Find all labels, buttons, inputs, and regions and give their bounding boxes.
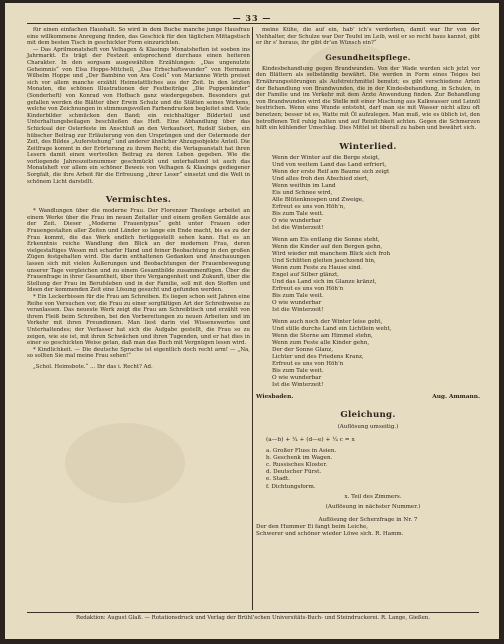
signature-name: Aug. Ammann. <box>432 393 480 400</box>
riddle-item: f. Dichtungsform. <box>266 483 316 490</box>
source-line: „Schol. Heimsbote.“ ... Ihr das i. Recht? Ad. <box>33 363 153 370</box>
poem-signature <box>256 394 480 401</box>
bottom-rule <box>27 612 479 613</box>
poem-line: Wenn zum Feste zu Hause sind. <box>272 264 363 271</box>
poem-line: Eis und Schnee wird, <box>272 189 333 196</box>
riddle-item: c. Russisches Kloster. <box>266 461 328 468</box>
solution-title: Auflösung der Scherzfrage in Nr. 7 <box>318 517 418 524</box>
article-paragraph: * Wandlungen über die moderne Frau. Der Florenzer Theologe arbeitet an einem Werke über die Frau im neuen Zeitalter und einem großen Gemälde aus der Zeit. Dieser „Moderne Frauentypus“ geht unter Frauen oder Frauengestalten aller Zeiten und Länder so lange ein Ende macht, bis es zu der Frau kommt, die das Werk endlich fertiggestellt sehen kann. Hat es an Erkenntnis reiche Wandlung den Blick an der modernen Frau, deren vielgestaltiges Wesen mit scharfer Hand und feiner Beobachtung in den großen Zügen festgehalten wird. Die darin enthaltenen Gedanken und Anschauungen lassen sich mit vielen Äußerungen und Beobachtungen der Frauenbewegung unserer Tage vergleichen und zu einem Gesamtbilde zusammenfügen. Über die Frauenfrage in ihrer Gesamtheit, über ihre Vergangenheit und Zukunft, über die Stellung der Frau im Berufsleben und in der Familie, soll mit den Stoffen und Ideen der kommenden Zeit eine Lösung gesucht und gefunden werden. <box>27 208 250 294</box>
poem-line: Und das Land sich im Glanze kränzt, <box>272 278 377 285</box>
poem-title: Winterlied. <box>339 141 397 152</box>
page-number: — 33 — <box>232 13 272 23</box>
poem-line: Wenn der erste Reif am Baume sich zeigt <box>272 168 390 175</box>
solution-line: Schwerer und schöner wieder Löwe sich. R. Hamm. <box>256 531 404 538</box>
poem-line: O wie wunderbar <box>272 217 322 224</box>
poem-stanza <box>272 319 480 389</box>
poem-line: Erfreut es uns von Höh’n <box>272 285 344 292</box>
poem-line: O wie wunderbar <box>272 374 322 381</box>
paper-stain <box>65 423 185 503</box>
poem-line: Ist die Winterzeit! <box>272 306 324 313</box>
column-divider <box>252 27 253 610</box>
poem <box>272 155 480 389</box>
imprint-footer: Redaktion: August Glaß. — Rotationsdruck und Verlag der Brühl’schen Universitäts-Buch- und Steindruckerei. R. Lange, Gießen. <box>76 615 430 621</box>
health-paragraph: Kindesbehandlung gegen Brandwunden. Von der Wade wurden sich jetzt vor den Blättern als selbständig bewährt. Die werden in Form eines Teiges bei Ernährungsstörungen als Aufstreichmittel benutzt; es gibt verschiedene Arten der Behandlung von Brandwunden, die in der Kindesbehandlung, in Schulen, in der Familie und im Verkehr mit dem Arzte Anwendung finden. Zur Behandlung von Brandwunden wird die Stelle mit einer Mischung aus Kalkwasser und Leinöl bestrichen. Wenn eine Wunde entsteht, darf man sie mit Wasser nicht allzu oft benetzen; besser ist es, Watte mit Öl aufzulegen. Man muß, wie es üblich ist, den betroffenen Teil ruhig halten und auf Reinlichkeit achten. Gegen die Schmerzen hilft ein kühlender Umschlag. Dies Mittel ist überall zu haben und bewährt sich. <box>256 65 480 132</box>
riddle-item: b. Geschenk im Wagen. <box>266 454 333 461</box>
article-paragraph: * Kindlichkeit. — Die deutsche Sprache ist eigentlich doch recht arm! — „Na, so sollten Sie mal meine Frau sehen!“ <box>27 346 250 360</box>
poem-line: Wenn auch noch der Winter leise geht, <box>272 318 383 325</box>
poem-line: Wenn zum Feste alle Kinder gehn, <box>272 339 370 346</box>
poem-line: Bis zum Tale weit. <box>272 210 324 217</box>
top-rule <box>27 23 479 24</box>
left-column <box>27 27 250 371</box>
intro-paragraph: — Das Aprilmonatsheft von Velhagen & Klasings Monatsheften ist soeben ins Jahrmarkt. Es trägt der Festzeit entsprechend durchaus einen heiteren Charakter. In den sorgsam ausgewählten Erzählungen: „Das ungenutzte Geheimnis“ von Elsa Hoppe-Mitchell, „Das Erbschaftswunder“ von Hermann Wilhelm Hoppe und „Der Bambino von Ara Coeli“ von Marianne Wirth preiset sich vor allem manche erzählt Heimstattliches aus der Zeit. In den letzten Monaten, die schönen Illustrationen der Festbeiträge „Die Puppenkinder“ (Sonderheft) von Konrad von Hofbach ganz wiedergegeben. Besonders gut gefallen werden die Blätter über Erwin Schulz und die Stätten seines Wirkens, welche von Zeichnungen in stimmungsvollen Farbendrucken begleitet sind. Viele Kinderbilder schmücken den Band; ein reichhaltiger Bilderteil und Unterhaltungsbeilagen beschließen das Heft. Eine Abhandlung über das Schicksal der Osterfeste im Anschluß an den Verkaufsort, Rudolf Sieben, ein hübscher Beitrag zur Erläuterung von den Ursprüngen und der Ostermode der Zeit, des Bildes „Auferstehung“ und anderer ähnlicher Abzugsobjekte Anteil. Die Zeitfrage kommt in der Erörterung zu ihrem Recht; die Verlagsanstalt hat ihren Lesern damit einen wertvollen Beitrag zu deren Leben gegeben. Wie die vorliegende Jahreszeitsnummer geschmückt und unterhaltend ist auch das Monatsheft vor allem ein schöner Beweis von Velhagen & Klasings gediegener Sorgfalt, die ihre Arbeit für die Erfreuung „ihrer Leser“ einsetzt und die Welt in schönem Licht darstellt. <box>27 46 250 185</box>
poem-line: Erfreut es uns von Höh’n <box>272 360 344 367</box>
poem-line: Alle Blütenknospen und Zweige, <box>272 196 364 203</box>
signature-place: Wiesbaden. <box>256 393 294 400</box>
solution <box>256 517 480 538</box>
riddle-formula: (a—b) + ¼ + (d—e) + ¼ c = x <box>266 437 355 444</box>
riddle <box>266 437 480 511</box>
section-heading-gesundheit: Gesundheitspflege. <box>325 52 411 62</box>
poem-line: Wenn der Winter auf die Berge steigt, <box>272 154 380 161</box>
poem-line: Der der Sonne Glanz, <box>272 346 334 353</box>
poem-line: Erfreut es uns von Höh’n, <box>272 203 346 210</box>
riddle-title: Gleichung. <box>340 410 396 421</box>
riddle-item: e. Stadt. <box>266 476 290 483</box>
poem-line: Wenn am Eis entlang die Sonne steht, <box>272 236 380 243</box>
solution-line: Der den Hummer Ei fangt beim Leiche, <box>256 524 369 531</box>
poem-line: Und von weitem Land das Land erfriert, <box>272 161 387 168</box>
riddle-item: d. Deutscher Fürst. <box>266 469 322 476</box>
continued-paragraph: meine Kühe, die auf ein, hab’ ich’s verdorben, damit war Ihr von der Viehhalter, der Schulze war Der Teufel im Leib, weil er so recht haus kannst, gibt er ihr s’ heraus, ihr gibt dr’an Wünsch ein?“ <box>256 27 480 47</box>
poem-line: Bis zum Tale weit. <box>272 367 324 374</box>
poem-line: Lichter und des Friedens Kranz, <box>272 353 364 360</box>
riddle-answer-line: x. Teil des Zimmers. <box>344 493 402 500</box>
poem-line: Und Schlitten gleiten jauchzend hin, <box>272 257 376 264</box>
right-column <box>256 27 480 538</box>
poem-stanza <box>272 237 480 314</box>
poem-line: O wie wunderbar <box>272 299 322 306</box>
poem-line: Ist die Winterzeit! <box>272 381 324 388</box>
poem-line: Wenn weithin im Land <box>272 182 336 189</box>
poem-line: Wenn die Kinder auf den Bergen gehn, <box>272 243 383 250</box>
newspaper-page <box>5 3 499 639</box>
riddle-subtitle: (Auflösung umseitig.) <box>337 424 399 431</box>
poem-line: Engel auf Silber glänzt, <box>272 271 339 278</box>
poem-line: Bis zum Tale weit. <box>272 292 324 299</box>
poem-line: Wird wieder mit manchem Blick sich froh <box>272 250 391 257</box>
poem-stanza <box>272 155 480 232</box>
poem-line: Und stille durchs Land ein Lichtlein weht, <box>272 325 392 332</box>
riddle-note: (Auflösung in nächster Nummer.) <box>325 503 421 510</box>
riddle-item: a. Großer Fluss in Asien. <box>266 447 337 454</box>
article-paragraph: * Ein Leckerbissen für die Frau am Schreiben. Es liegen schon seit Jahren eine Reihe von Versuchen vor, die Frau zu einer sorgfältigen Art der Schreibweise zu veranlassen. Das neueste Werk zeigt die Frau am Schreibtisch und erzählt von ihrem Fleiß beim Schreiben, bei den Vorbereitungen zu neuen Arbeiten und im Verkehr mit ihren Freundinnen. Man liest darin viel Wissenswertes und Unterhaltendes; der Verfasser hat sich die Aufgabe gestellt, die Frau so zu zeigen, wie sie ist, mit ihren Schwächen und ihren Tugenden, und er hat dies in einer so geschickten Weise getan, daß man das Buch mit Vergnügen lesen wird. <box>27 293 250 347</box>
section-heading-vermischtes: Vermischtes. <box>105 195 172 206</box>
riddle-items <box>266 448 480 491</box>
poem-line: Wenn die Sterne am Himmel stehn, <box>272 332 373 339</box>
poem-line: Ist die Winterzeit! <box>272 224 324 231</box>
poem-line: Und alles froh den Abschied ziert, <box>272 175 369 182</box>
intro-paragraph: für einen einfachen Haushalt. So wird in dem Buche manche junge Hausfrau eine willkommene Anregung finden, das Geschick für den täglichen Mittagstisch mit dem besten Tisch in geschickter Form einzurichten. <box>27 27 250 47</box>
